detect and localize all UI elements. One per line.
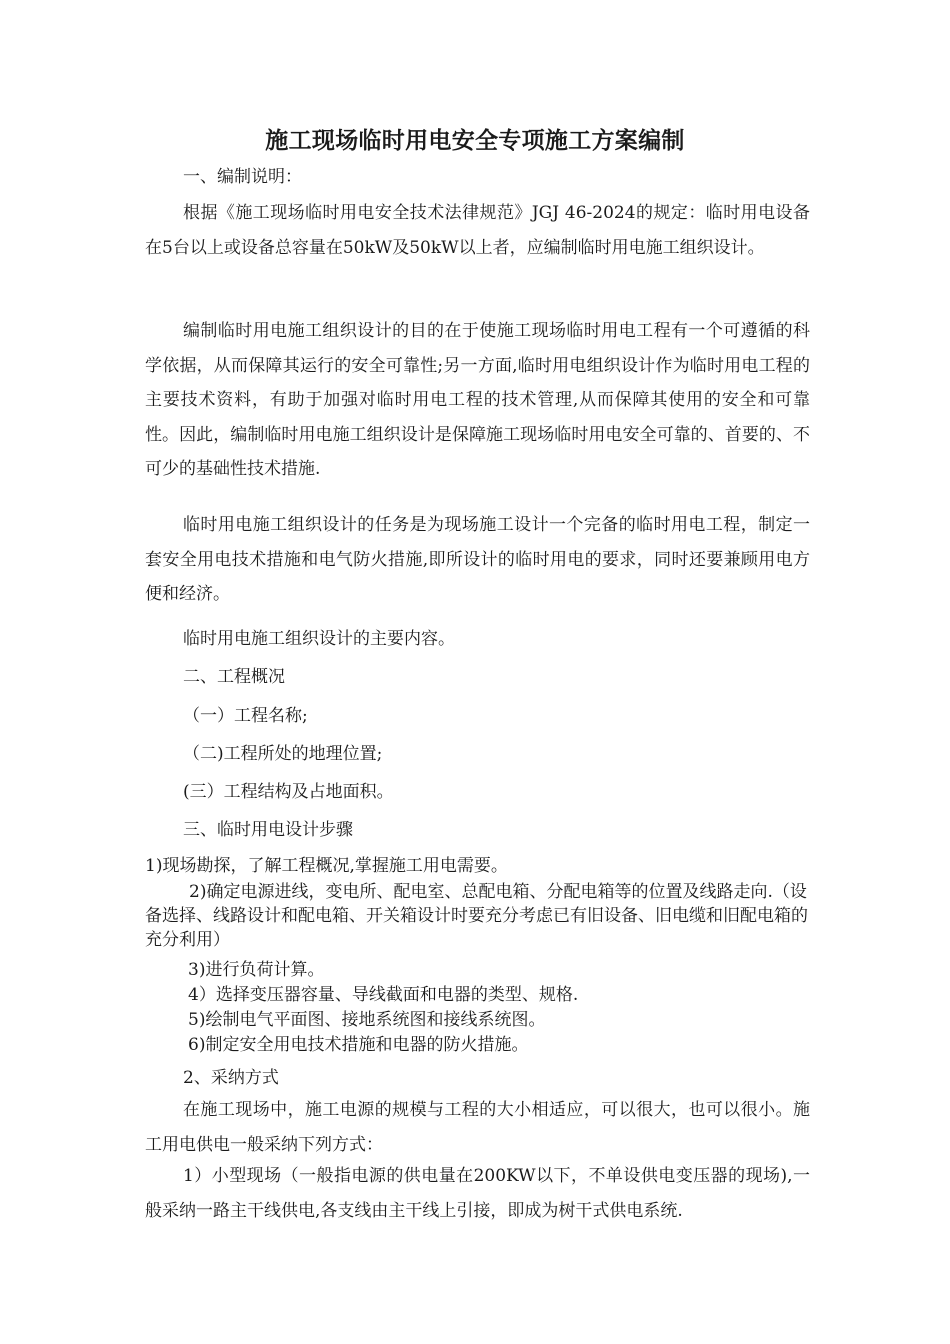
overview-item-3: (三）工程结构及占地面积。 — [183, 782, 394, 802]
overview-item-1: （一）工程名称; — [183, 706, 308, 726]
step-5: 5)绘制电气平面图、接地系统图和接线系统图。 — [188, 1010, 546, 1030]
paragraph-4: 临时用电施工组织设计的主要内容。 — [183, 629, 455, 649]
step-3: 3)进行负荷计算。 — [188, 960, 325, 980]
document-title: 施工现场临时用电安全专项施工方案编制 — [265, 128, 685, 154]
step-2: 2)确定电源进线，变电所、配电室、总配电箱、分配电箱等的位置及线路走向.（设备选择、线路设计和配电箱、开关箱设计时要充分考虑已有旧设备、旧电缆和旧配电箱的充分利用） — [145, 882, 808, 950]
paragraph-2: 编制临时用电施工组织设计的目的在于使施工现场临时用电工程有一个可遵循的科学依据，从而保障其运行的安全可靠性;另一方面,临时用电组织设计作为临时用电工程的主要技术资料，有助于加强对临时用电工程的技术管理,从而保障其使用的安全和可靠性。因此，编制临时用电施工组织设计是保障施工现场临时用电安全可靠的、首要的、不可少的基础性技术措施. — [145, 321, 810, 480]
overview-item-2: （二)工程所处的地理位置; — [183, 744, 383, 764]
section-heading-4: 2、采纳方式 — [183, 1068, 279, 1088]
paragraph-1: 根据《施工现场临时用电安全技术法律规范》JGJ 46-2024的规定：临时用电设备在5台以上或设备总容量在50kW及50kW以上者，应编制临时用电施工组织设计。 — [145, 203, 810, 258]
section-heading-3: 三、临时用电设计步骤 — [183, 820, 353, 840]
paragraph-3: 临时用电施工组织设计的任务是为现场施工设计一个完备的临时用电工程，制定一套安全用电技术措施和电气防火措施,即所设计的临时用电的要求，同时还要兼顾用电方便和经济。 — [145, 515, 810, 605]
step-1: 1)现场勘探，了解工程概况,掌握施工用电需要。 — [145, 856, 508, 876]
section-heading-2: 二、工程概况 — [183, 667, 285, 687]
paragraph-6: 1）小型现场（一般指电源的供电量在200KW以下，不单设供电变压器的现场),一般采纳一路主干线供电,各支线由主干线上引接，即成为树干式供电系统. — [145, 1166, 810, 1221]
step-6: 6)制定安全用电技术措施和电器的防火措施。 — [188, 1035, 529, 1055]
section-heading-1: 一、编制说明： — [183, 167, 302, 187]
paragraph-5: 在施工现场中，施工电源的规模与工程的大小相适应，可以很大，也可以很小。施工用电供电一般采纳下列方式： — [145, 1100, 810, 1155]
step-4: 4）选择变压器容量、导线截面和电器的类型、规格. — [188, 985, 579, 1005]
